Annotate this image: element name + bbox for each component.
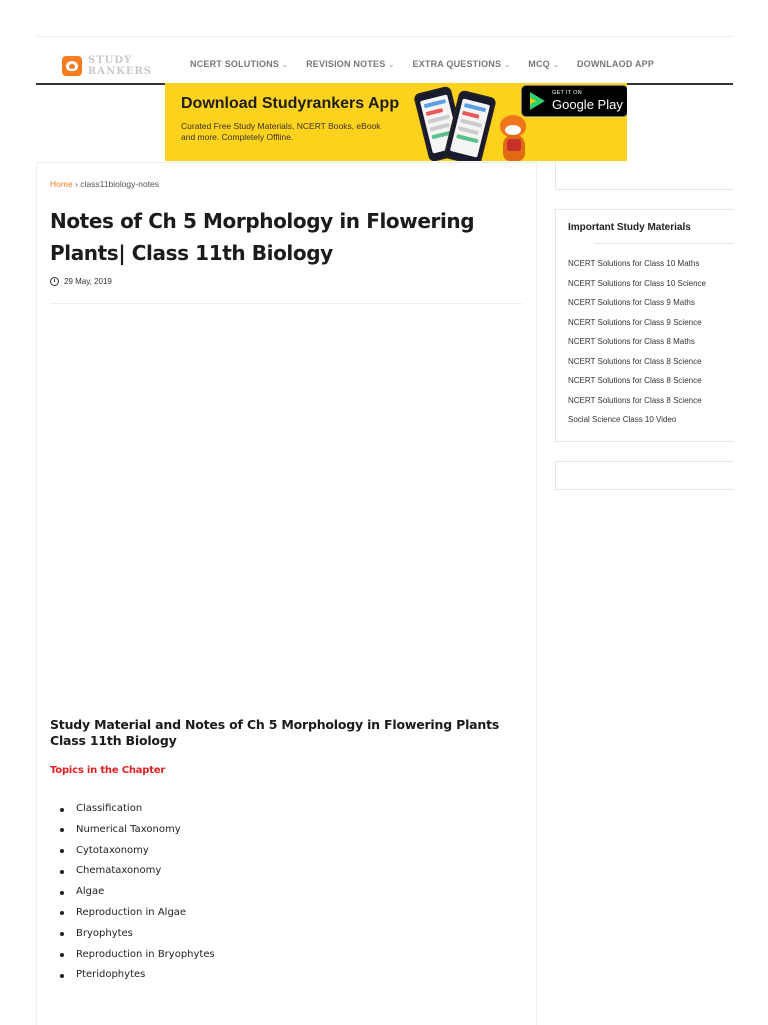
sidebar-link[interactable]: NCERT Solutions for Class 8 Maths: [568, 337, 695, 346]
list-item: Cytotaxonomy: [50, 841, 215, 862]
sidebar-link[interactable]: NCERT Solutions for Class 10 Science: [568, 278, 706, 288]
site-header: [36, 36, 733, 85]
sidebar-link[interactable]: NCERT Solutions for Class 9 Maths: [568, 298, 695, 307]
widget-title: Important Study Materials: [568, 222, 691, 233]
widget-divider: [594, 243, 734, 244]
list-item: Chemataxonomy: [50, 861, 215, 882]
list-item: Algae: [50, 882, 215, 903]
sidebar-empty-box: [555, 461, 734, 490]
title-divider: [50, 303, 522, 304]
list-item: Classification: [50, 799, 215, 820]
banner-subtitle: Curated Free Study Materials, NCERT Books, eBook and more. Completely Offline.: [181, 121, 381, 142]
sidebar-link[interactable]: NCERT Solutions for Class 8 Science: [568, 356, 702, 366]
topics-list: [50, 799, 215, 986]
logo-text: STUDY RANKERS: [88, 55, 153, 77]
sidebar-link[interactable]: NCERT Solutions for Class 8 Science: [568, 376, 702, 385]
post-date-text: 29 May, 2019: [64, 277, 112, 286]
sidebar-empty-box: [555, 162, 734, 190]
sidebar-link[interactable]: Social Science Class 10 Video: [568, 415, 677, 424]
breadcrumb: [50, 179, 159, 189]
app-download-banner[interactable]: [165, 83, 627, 161]
topics-label: Topics in the Chapter: [50, 765, 166, 776]
list-item: Reproduction in Bryophytes: [50, 945, 215, 966]
chevron-down-icon: ⌄: [282, 62, 289, 69]
google-play-button[interactable]: [521, 85, 627, 117]
sidebar-link[interactable]: NCERT Solutions for Class 10 Maths: [568, 259, 700, 268]
clock-icon: [50, 277, 59, 286]
nav-revision-notes[interactable]: REVISION NOTES ⌄: [306, 59, 395, 69]
nav-extra-questions[interactable]: EXTRA QUESTIONS ⌄: [412, 59, 511, 69]
breadcrumb-home-link[interactable]: Home: [50, 179, 73, 189]
nav-mcq[interactable]: MCQ ⌄: [528, 59, 559, 69]
list-item: Pteridophytes: [50, 965, 215, 986]
list-item: Bryophytes: [50, 924, 215, 945]
list-item: Reproduction in Algae: [50, 903, 215, 924]
breadcrumb-current: class11biology-notes: [80, 179, 160, 189]
store-big-text: Google Play: [552, 97, 623, 112]
breadcrumb-separator: ›: [75, 179, 78, 189]
banner-title: Download Studyrankers App: [181, 95, 400, 112]
sidebar-link[interactable]: NCERT Solutions for Class 9 Science: [568, 317, 702, 327]
fox-mascot-icon: [497, 115, 531, 161]
site-logo[interactable]: [62, 55, 172, 77]
nav-download-app[interactable]: DOWNLAOD APP: [576, 59, 655, 69]
sidebar-link[interactable]: NCERT Solutions for Class 8 Science: [568, 395, 702, 405]
study-materials-widget: [555, 209, 734, 442]
list-item: Numerical Taxonomy: [50, 820, 215, 841]
page-title: Notes of Ch 5 Morphology in Flowering Plants| Class 11th Biology: [50, 209, 475, 265]
main-nav: [190, 59, 672, 69]
fox-logo-icon: [62, 56, 82, 76]
store-small-text: GET IT ON: [552, 90, 583, 96]
chevron-down-icon: ⌄: [388, 62, 395, 69]
widget-links: [568, 258, 706, 434]
play-store-icon: [530, 92, 545, 110]
section-heading: Study Material and Notes of Ch 5 Morphology in Flowering Plants Class 11th Biology: [50, 717, 500, 748]
nav-ncert-solutions[interactable]: NCERT SOLUTIONS ⌄: [190, 59, 289, 69]
main-content: [36, 162, 537, 1025]
chevron-down-icon: ⌄: [552, 62, 559, 69]
chevron-down-icon: ⌄: [504, 62, 511, 69]
post-date: [50, 277, 112, 286]
